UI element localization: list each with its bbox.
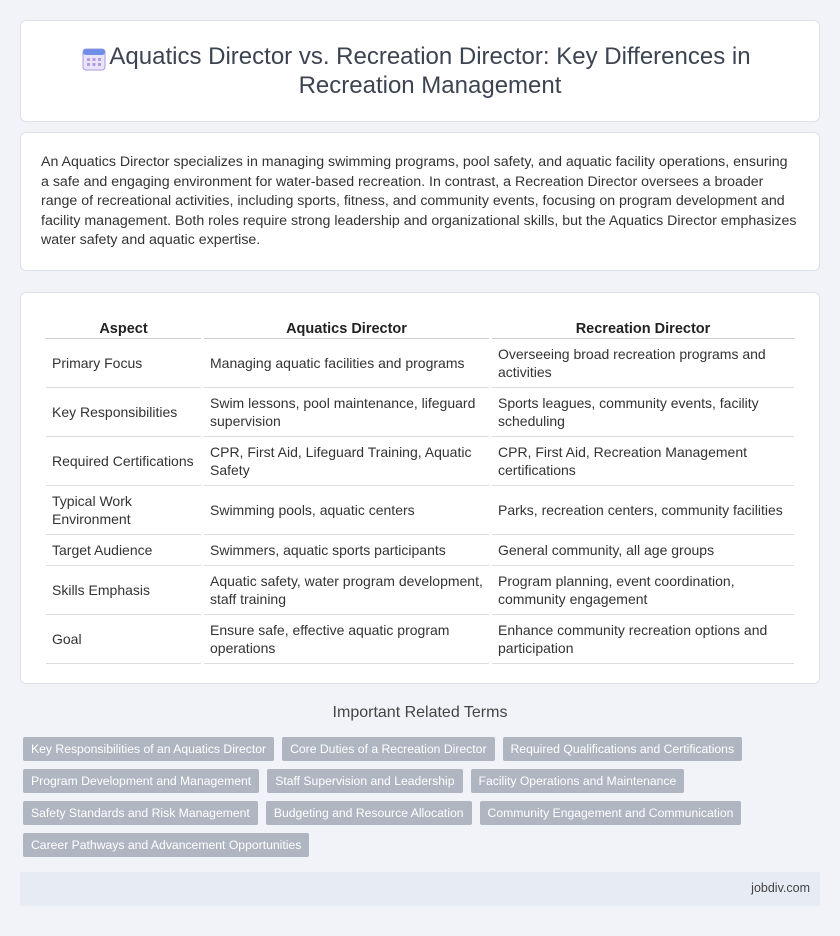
related-term-tag[interactable]: Budgeting and Resource Allocation	[266, 801, 472, 825]
table-row	[46, 388, 794, 437]
aquatics-cell: CPR, First Aid, Lifeguard Training, Aquatic Safety	[204, 437, 489, 486]
header-aquatics-director: Aquatics Director	[204, 313, 489, 339]
table-row	[46, 339, 794, 388]
intro-card	[20, 132, 820, 271]
related-terms-title: Important Related Terms	[332, 704, 508, 721]
comparison-table	[43, 313, 797, 664]
aquatics-cell: Swimmers, aquatic sports participants	[204, 535, 489, 566]
related-term-tag[interactable]: Career Pathways and Advancement Opportunities	[23, 833, 309, 857]
related-term-tag[interactable]: Staff Supervision and Leadership	[267, 769, 462, 793]
table-row	[46, 535, 794, 566]
aspect-cell: Primary Focus	[46, 339, 201, 388]
related-term-tag[interactable]: Core Duties of a Recreation Director	[282, 737, 494, 761]
comparison-table-card	[20, 292, 820, 684]
aquatics-cell: Swimming pools, aquatic centers	[204, 486, 489, 535]
related-term-tag[interactable]: Facility Operations and Maintenance	[471, 769, 685, 793]
table-row	[46, 486, 794, 535]
recreation-cell: Sports leagues, community events, facility scheduling	[492, 388, 794, 437]
recreation-cell: Parks, recreation centers, community facilities	[492, 486, 794, 535]
related-term-tag[interactable]: Required Qualifications and Certifications	[503, 737, 743, 761]
aspect-cell: Skills Emphasis	[46, 566, 201, 615]
recreation-cell: Overseeing broad recreation programs and activities	[492, 339, 794, 388]
header-recreation-director: Recreation Director	[492, 313, 794, 339]
recreation-cell: Program planning, event coordination, community engagement	[492, 566, 794, 615]
table-header-row	[46, 313, 794, 339]
footer-site-link[interactable]: jobdiv.com	[751, 881, 810, 895]
aquatics-cell: Aquatic safety, water program development, staff training	[204, 566, 489, 615]
header-aspect: Aspect	[46, 313, 201, 339]
footer	[20, 872, 820, 906]
recreation-cell: CPR, First Aid, Recreation Management certifications	[492, 437, 794, 486]
aquatics-cell: Swim lessons, pool maintenance, lifeguard supervision	[204, 388, 489, 437]
related-terms-list	[23, 737, 803, 857]
intro-paragraph: An Aquatics Director specializes in managing swimming programs, pool safety, and aquatic facility operations, ensuring a safe and engaging environment for water-based recreation. In contrast, a Recreation Director oversees a broader range of recreational activities, including sports, fitness, and community events, focusing on program development and facility management. Both roles require strong leadership and organizational skills, but the Aquatics Director emphasizes water safety and aquatic expertise.	[41, 154, 797, 248]
related-term-tag[interactable]: Safety Standards and Risk Management	[23, 801, 258, 825]
aspect-cell: Required Certifications	[46, 437, 201, 486]
related-term-tag[interactable]: Key Responsibilities of an Aquatics Director	[23, 737, 274, 761]
related-term-tag[interactable]: Program Development and Management	[23, 769, 259, 793]
aspect-cell: Target Audience	[46, 535, 201, 566]
table-row	[46, 437, 794, 486]
aspect-cell: Key Responsibilities	[46, 388, 201, 437]
page-title: Aquatics Director vs. Recreation Director: Key Differences in Recreation Management	[109, 43, 751, 99]
table-row	[46, 615, 794, 664]
recreation-cell: Enhance community recreation options and participation	[492, 615, 794, 664]
recreation-cell: General community, all age groups	[492, 535, 794, 566]
aquatics-cell: Managing aquatic facilities and programs	[204, 339, 489, 388]
aspect-cell: Goal	[46, 615, 201, 664]
aspect-cell: Typical Work Environment	[46, 486, 201, 535]
header-card	[20, 20, 820, 122]
table-row	[46, 566, 794, 615]
related-term-tag[interactable]: Community Engagement and Communication	[480, 801, 742, 825]
aquatics-cell: Ensure safe, effective aquatic program operations	[204, 615, 489, 664]
